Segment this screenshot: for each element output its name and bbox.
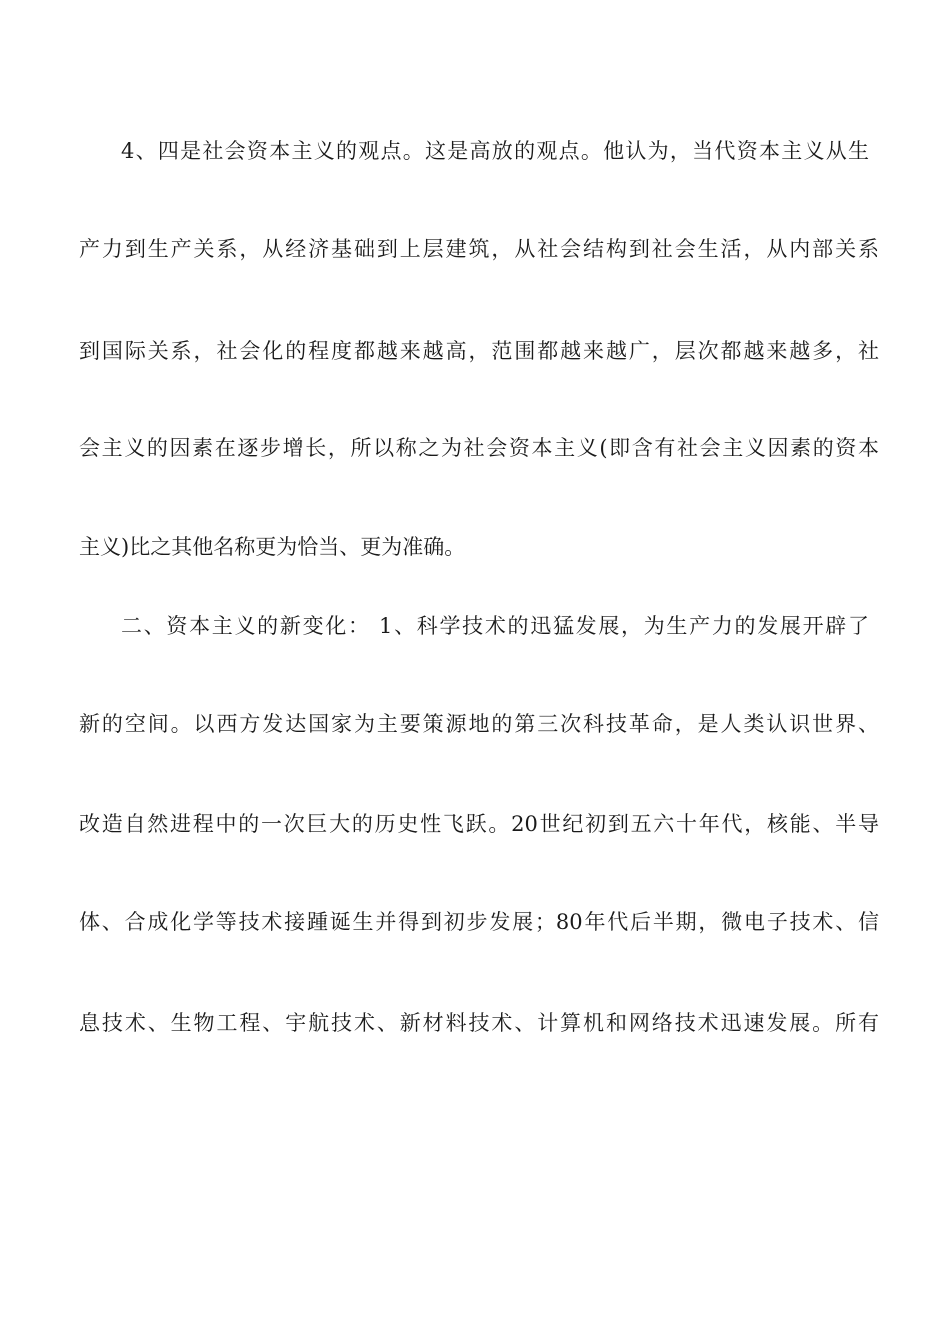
paragraph-line: 主义)比之其他名称更为恰当、更为准确。 bbox=[79, 535, 466, 559]
paragraph-line: 改造自然进程中的一次巨大的历史性飞跃。20世纪初到五六十年代，核能、半导 bbox=[79, 812, 879, 836]
paragraph-line: 息技术、生物工程、宇航技术、新材料技术、计算机和网络技术迅速发展。所有 bbox=[79, 1011, 879, 1035]
paragraph-line: 二、资本主义的新变化： 1、科学技术的迅猛发展，为生产力的发展开辟了 bbox=[121, 614, 869, 638]
paragraph-line: 新的空间。以西方发达国家为主要策源地的第三次科技革命，是人类认识世界、 bbox=[79, 712, 879, 736]
paragraph-line: 4、四是社会资本主义的观点。这是高放的观点。他认为，当代资本主义从生 bbox=[121, 139, 869, 163]
paragraph-line: 会主义的因素在逐步增长，所以称之为社会资本主义(即含有社会主义因素的资本 bbox=[79, 436, 879, 460]
paragraph-line: 体、合成化学等技术接踵诞生并得到初步发展；80年代后半期，微电子技术、信 bbox=[79, 910, 879, 934]
paragraph-line: 到国际关系，社会化的程度都越来越高，范围都越来越广，层次都越来越多，社 bbox=[79, 339, 879, 363]
paragraph-line: 产力到生产关系，从经济基础到上层建筑，从社会结构到社会生活，从内部关系 bbox=[79, 237, 879, 261]
